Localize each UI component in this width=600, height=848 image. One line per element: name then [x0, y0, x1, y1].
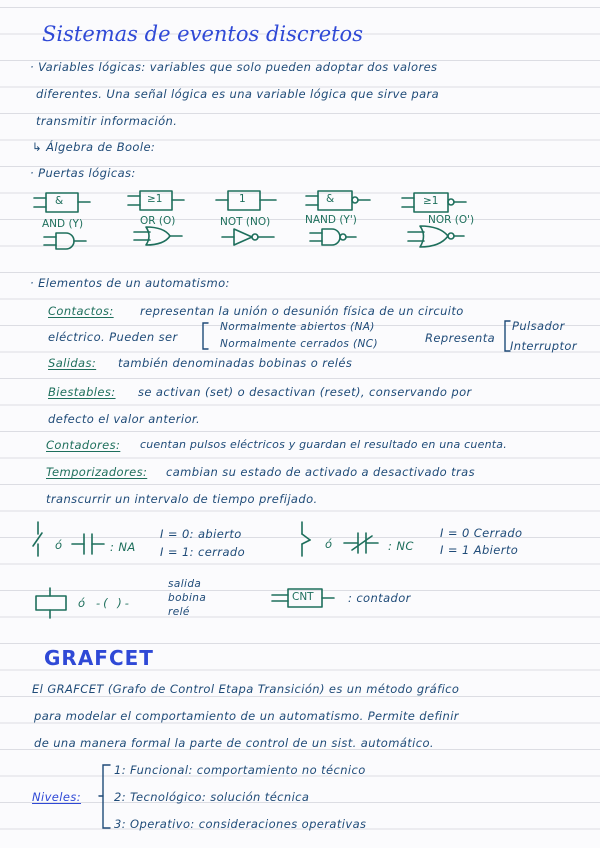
temporizadores-term: Temporizadores: [46, 465, 148, 479]
gate-symbol-or: ≥1 [147, 193, 163, 205]
grafcet-line-3: de una manera formal la parte de control de un sist. automático. [34, 736, 434, 750]
nand-gate-shape-icon [310, 228, 366, 248]
not-gate-shape-icon [222, 228, 278, 248]
biestables-term: Biestables: [48, 385, 116, 399]
grafcet-line-2: para modelar el comportamiento de un automatismo. Permite definir [34, 709, 459, 723]
bobina-paren-symbol: -( )- [96, 596, 132, 610]
gate-label-and: AND (Y) [42, 218, 84, 230]
contactos-term: Contactos: [48, 304, 114, 318]
na-i0: I = 0: abierto [160, 527, 242, 541]
gate-symbol-nand: & [326, 193, 335, 205]
na-o: ó [55, 538, 63, 552]
na-i1: I = 1: cerrado [160, 545, 246, 559]
gate-box-nand [306, 190, 376, 212]
contador-label: : contador [348, 591, 411, 605]
contactos-line-2: eléctrico. Pueden ser [48, 330, 178, 344]
contactos-opt-na: Normalmente abiertos (NA) [220, 321, 375, 333]
brace-contactos [200, 322, 210, 350]
biestables-line-1: se activan (set) o desactivan (reset), conservando por [138, 385, 472, 399]
page-title: Sistemas de eventos discretos [42, 22, 363, 46]
grafcet-line-1: El GRAFCET (Grafo de Control Etapa Transición) es un método gráfico [32, 682, 460, 696]
nc-switch-icon [296, 522, 316, 558]
puertas-heading: · Puertas lógicas: [30, 166, 136, 180]
gate-symbol-and: & [55, 195, 64, 207]
cnt-label: CNT [292, 591, 314, 603]
nc-label: : NC [388, 539, 414, 553]
gate-box-not [216, 190, 282, 212]
representa-label: Representa [425, 331, 496, 345]
temporizadores-line-1: cambian su estado de activado a desactivado tras [166, 465, 476, 479]
nc-i0: I = 0 Cerrado [440, 526, 523, 540]
gate-label-or: OR (O) [140, 215, 176, 227]
na-switch-icon [28, 522, 48, 558]
gate-box-and [34, 192, 94, 214]
gate-label-nand: NAND (Y') [305, 214, 357, 226]
biestables-line-2: defecto el valor anterior. [48, 412, 201, 426]
variables-line-3: transmitir información. [36, 114, 178, 128]
gate-symbol-nor: ≥1 [423, 195, 439, 207]
variables-line-1: · Variables lógicas: variables que solo pueden adoptar dos valores [30, 60, 438, 74]
variables-line-2: diferentes. Una señal lógica es una variable lógica que sirve para [36, 87, 440, 101]
bobina-text-2: bobina [168, 592, 207, 604]
na-contact-icon [72, 532, 106, 556]
na-label: : NA [110, 540, 136, 554]
algebra-boole: ↳ Álgebra de Boole: [32, 140, 156, 154]
salidas-text: también denominadas bobinas o relés [118, 356, 353, 370]
nivel-funcional: 1: Funcional: comportamiento no técnico [114, 763, 366, 777]
temporizadores-line-2: transcurrir un intervalo de tiempo prefijado. [46, 492, 318, 506]
brace-niveles [98, 764, 112, 830]
nivel-tecnologico: 2: Tecnológico: solución técnica [114, 790, 310, 804]
coil-rect-icon [28, 588, 78, 618]
bobina-text-3: relé [168, 606, 190, 618]
gate-symbol-not: 1 [239, 193, 246, 205]
bobina-o: ó [78, 596, 86, 610]
nivel-operativo: 3: Operativo: consideraciones operativas [114, 817, 367, 831]
grafcet-heading: GRAFCET [44, 646, 154, 670]
nor-gate-shape-icon [408, 224, 468, 250]
rep-pulsador: Pulsador [512, 319, 565, 333]
gate-label-nor: NOR (O') [428, 214, 475, 226]
rep-interruptor: Interruptor [510, 339, 577, 353]
contadores-term: Contadores: [46, 438, 121, 452]
contactos-opt-nc: Normalmente cerrados (NC) [220, 338, 379, 350]
contactos-line-1: representan la unión o desunión física de un circuito [140, 304, 464, 318]
bobina-text-1: salida [168, 578, 202, 590]
niveles-label: Niveles: [32, 790, 82, 804]
contadores-text: cuentan pulsos eléctricos y guardan el resultado en una cuenta. [140, 438, 507, 451]
or-gate-shape-icon [134, 226, 184, 248]
elementos-heading: · Elementos de un automatismo: [30, 276, 230, 290]
salidas-term: Salidas: [48, 356, 97, 370]
nc-contact-icon [344, 530, 384, 556]
and-gate-shape-icon [44, 232, 94, 252]
nc-i1: I = 1 Abierto [440, 543, 519, 557]
gate-label-not: NOT (NO) [220, 216, 271, 228]
nc-o: ó [325, 537, 333, 551]
